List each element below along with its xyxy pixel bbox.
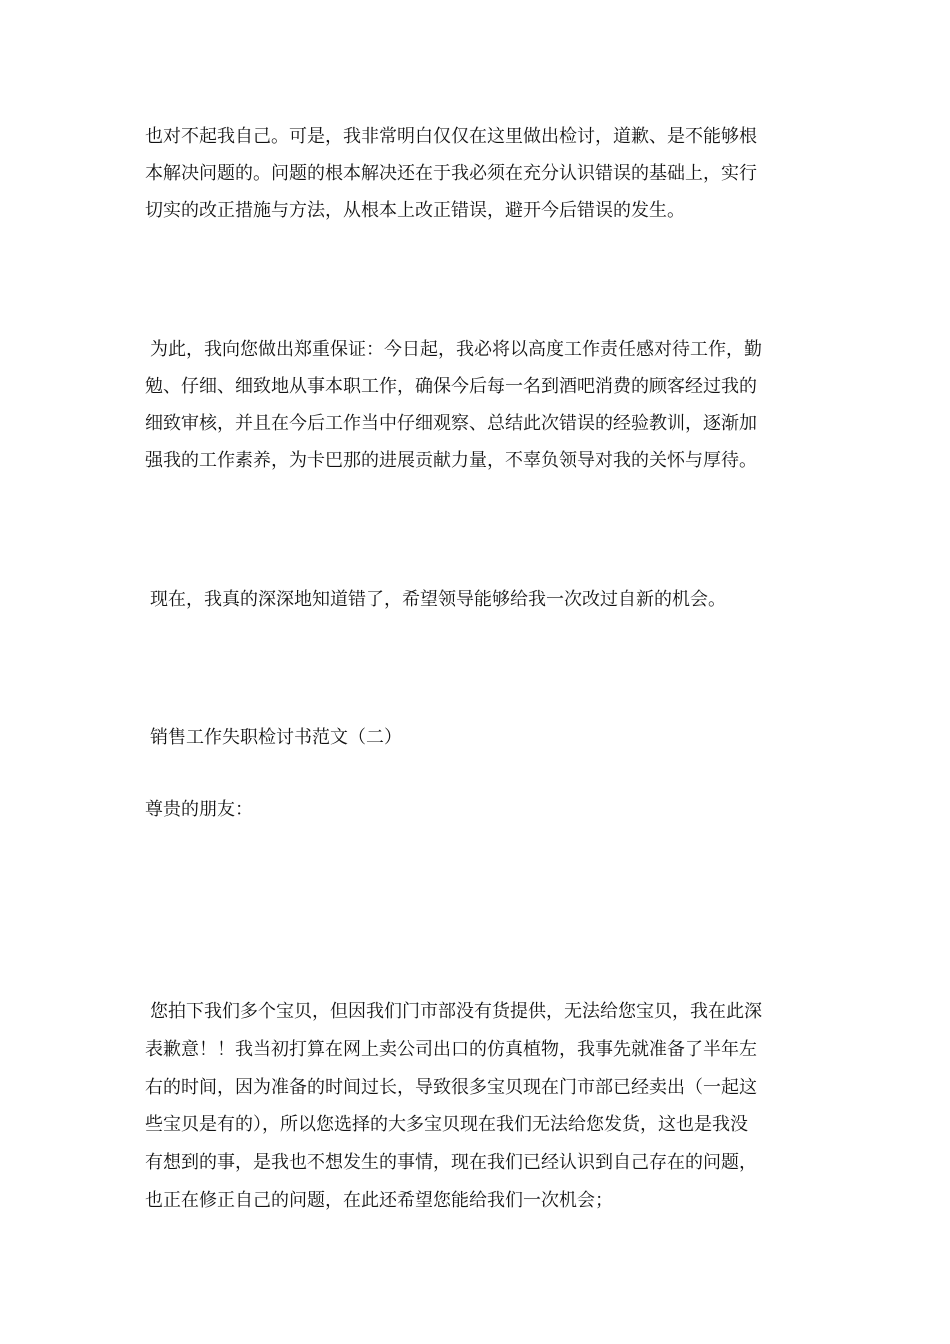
paragraph-line: 勉、仔细、细致地从事本职工作，确保今后每一名到酒吧消费的顾客经过我的 [145,376,757,397]
paragraph-line: 切实的改正措施与方法，从根本上改正错误，避开今后错误的发生。 [145,200,685,221]
paragraph-line: 些宝贝是有的），所以您选择的大多宝贝现在我们无法给您发货，这也是我没 [145,1114,748,1135]
paragraph-line: 本解决问题的。问题的根本解决还在于我必须在充分认识错误的基础上，实行 [145,163,757,184]
paragraph-line: 为此，我向您做出郑重保证：今日起，我必将以高度工作责任感对待工作，勤 [150,339,762,360]
paragraph-line: 您拍下我们多个宝贝，但因我们门市部没有货提供，无法给您宝贝，我在此深 [150,1001,762,1022]
paragraph-line: 右的时间，因为准备的时间过长，导致很多宝贝现在门市部已经卖出（一起这 [145,1077,757,1098]
paragraph-line: 有想到的事，是我也不想发生的事情，现在我们已经认识到自己存在的问题， [145,1152,757,1173]
paragraph-line: 也正在修正自己的问题，在此还希望您能给我们一次机会； [145,1190,613,1211]
section-title: 销售工作失职检讨书范文（二） [150,727,402,748]
paragraph-line: 细致审核，并且在今后工作当中仔细观察、总结此次错误的经验教训，逐渐加 [145,413,757,434]
salutation: 尊贵的朋友： [145,799,253,820]
paragraph-line: 现在，我真的深深地知道错了，希望领导能够给我一次改过自新的机会。 [150,589,726,610]
paragraph-line: 表歉意！！我当初打算在网上卖公司出口的仿真植物，我事先就准备了半年左 [145,1039,757,1060]
paragraph-line: 强我的工作素养，为卡巴那的进展贡献力量，不辜负领导对我的关怀与厚待。 [145,450,757,471]
paragraph-line: 也对不起我自己。可是，我非常明白仅仅在这里做出检讨，道歉、是不能够根 [145,126,757,147]
